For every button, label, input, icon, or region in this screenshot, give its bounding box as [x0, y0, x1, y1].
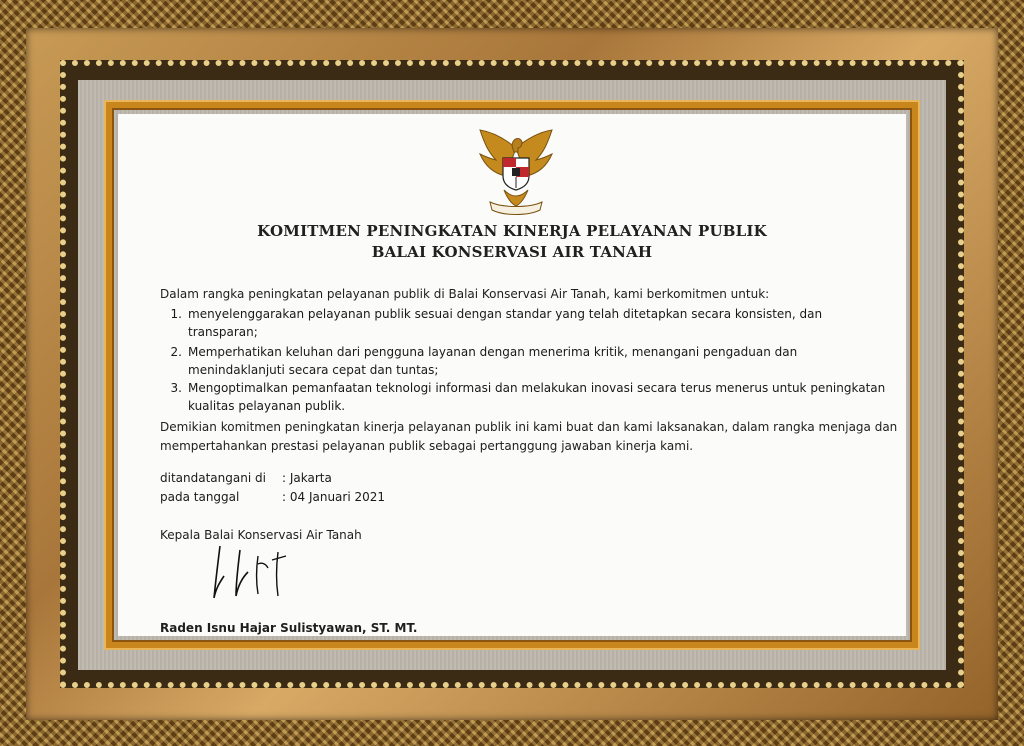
closing-paragraph: Demikian komitmen peningkatan kinerja pelayanan publik ini kami buat dan kami laksanakan, dalam rangka menjaga dan mempertahankan prestasi pelayanan publik sebagai pertanggung jawaban kinerja kami.	[160, 420, 898, 453]
intro-paragraph: Dalam rangka peningkatan pelayanan publik di Balai Konservasi Air Tanah, kami berkomitmen untuk:	[160, 287, 770, 301]
document-subtitle: BALAI KONSERVASI AIR TANAH	[371, 243, 653, 261]
document-title: KOMITMEN PENINGKATAN KINERJA PELAYANAN PUBLIK	[257, 222, 767, 240]
commitment-text: Memperhatikan keluhan dari pengguna layanan dengan menerima kritik, menangani pengaduan dan menindaklanjuti secara cepat dan tuntas;	[188, 345, 798, 377]
signing-place-label: ditandatangani di	[160, 471, 266, 485]
signer-position: Kepala Balai Konservasi Air Tanah	[160, 528, 362, 542]
commitment-number: 1.	[170, 307, 182, 321]
commitment-text: Mengoptimalkan pemanfaatan teknologi informasi dan melakukan inovasi secara terus menerus untuk peningkatan kualitas pelayanan publik.	[188, 381, 886, 413]
signing-date-value: : 04 Januari 2021	[282, 490, 386, 504]
handwritten-signature	[206, 542, 296, 604]
signer-name: Raden Isnu Hajar Sulistyawan, ST. MT.	[160, 621, 418, 635]
commitment-text: menyelenggarakan pelayanan publik sesuai dengan standar yang telah ditetapkan secara konsisten, dan transparan;	[188, 307, 823, 339]
commitment-number: 3.	[170, 381, 182, 395]
certificate-paper	[118, 114, 906, 636]
garuda-pancasila-emblem-icon	[474, 128, 558, 218]
signing-place-value: : Jakarta	[282, 471, 332, 485]
commitment-number: 2.	[170, 345, 182, 359]
signing-date-label: pada tanggal	[160, 490, 240, 504]
